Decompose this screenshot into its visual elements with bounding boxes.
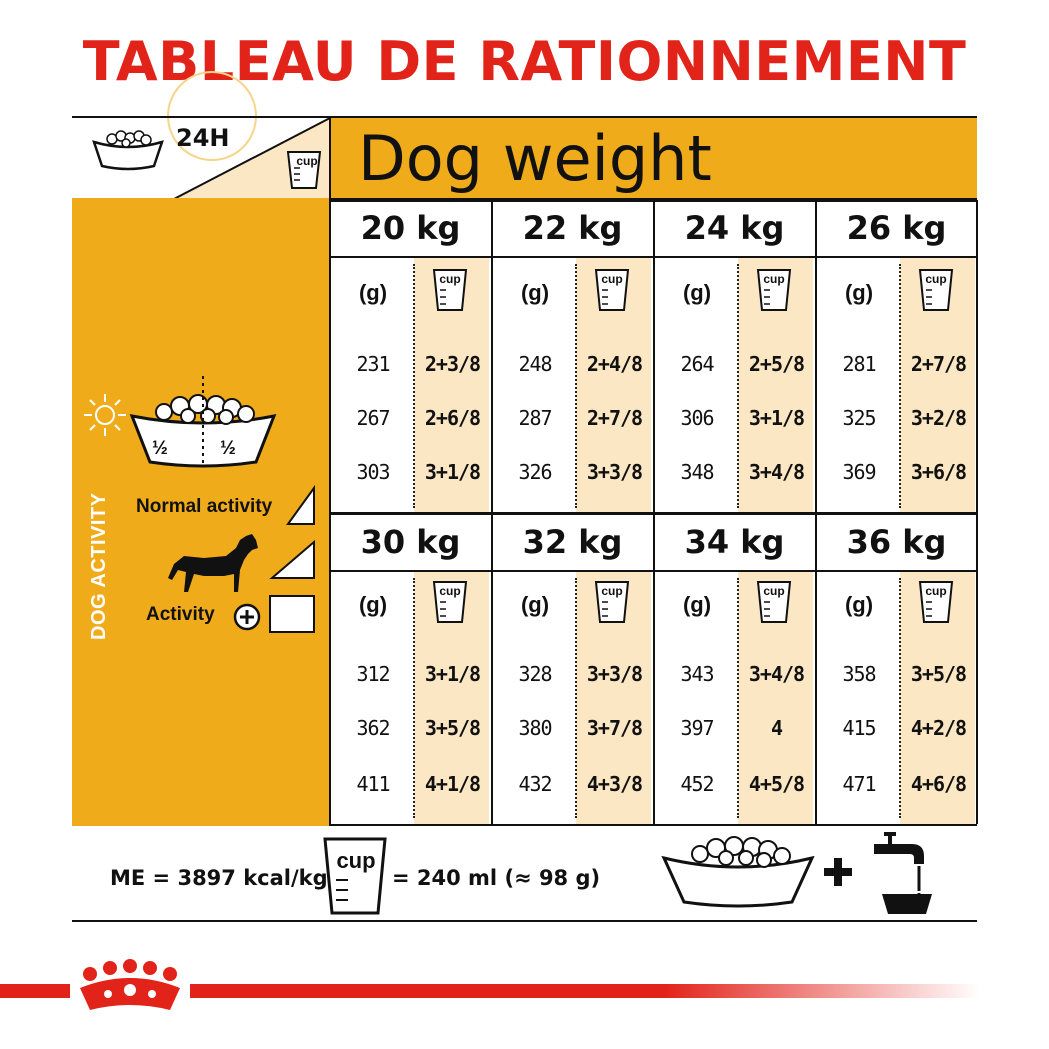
grams-value: 267 <box>356 406 390 430</box>
column-divider <box>413 578 415 818</box>
grams-value: 432 <box>518 772 552 796</box>
grid-line <box>491 200 493 824</box>
grams-value: 287 <box>518 406 552 430</box>
grams-value: 415 <box>842 716 876 740</box>
column-divider <box>737 578 739 818</box>
dog-activity-label: DOG ACTIVITY <box>88 492 110 640</box>
cups-value: 2+3/8 <box>424 352 481 376</box>
cup-column-label: cup <box>601 584 623 598</box>
cups-value: 4+2/8 <box>910 716 967 740</box>
cup-equivalence-label: = 240 ml (≈ 98 g) <box>392 866 601 890</box>
footer-cup-label: cup <box>336 848 376 873</box>
weight-header: 30 kg <box>360 523 461 561</box>
grams-value: 325 <box>842 406 876 430</box>
split-bowl-icon <box>128 372 278 468</box>
activity-level-wedges-icon <box>266 488 316 638</box>
cups-value: 2+6/8 <box>424 406 481 430</box>
grams-column-label: (g) <box>844 592 874 617</box>
cup-column-label: cup <box>925 272 947 286</box>
grid-line <box>976 200 978 824</box>
cups-value: 4+6/8 <box>910 772 967 796</box>
cups-value: 3+1/8 <box>424 460 481 484</box>
plus-icon <box>824 858 852 886</box>
grams-value: 343 <box>680 662 714 686</box>
column-divider <box>737 264 739 508</box>
cups-value: 4+1/8 <box>424 772 481 796</box>
activity-plus-label: Activity <box>146 604 215 625</box>
grams-value: 264 <box>680 352 714 376</box>
cup-column-label: cup <box>601 272 623 286</box>
weight-header: 24 kg <box>684 209 785 247</box>
period-label: 24H <box>176 124 230 152</box>
energy-label: ME = 3897 kcal/kg <box>110 866 328 890</box>
cups-value: 3+3/8 <box>586 460 643 484</box>
half-portion-left: ½ <box>152 438 168 459</box>
grams-value: 452 <box>680 772 714 796</box>
column-divider <box>899 264 901 508</box>
weight-header: 22 kg <box>522 209 623 247</box>
grid-line <box>815 200 817 824</box>
weight-header: 32 kg <box>522 523 623 561</box>
grams-column-label: (g) <box>358 280 388 305</box>
grams-value: 471 <box>842 772 876 796</box>
weight-header: 36 kg <box>846 523 947 561</box>
cups-value: 3+1/8 <box>748 406 805 430</box>
grams-value: 328 <box>518 662 552 686</box>
cup-column-label: cup <box>763 272 785 286</box>
cup-column-label: cup <box>439 272 461 286</box>
grams-value: 380 <box>518 716 552 740</box>
footer-bottom-rule <box>72 920 977 922</box>
cups-value: 3+6/8 <box>910 460 967 484</box>
top-rule <box>72 116 977 118</box>
cup-column-label: cup <box>925 584 947 598</box>
sun-icon <box>82 392 128 438</box>
weight-header: 34 kg <box>684 523 785 561</box>
column-divider <box>413 264 415 508</box>
grams-value: 231 <box>356 352 390 376</box>
moon-icon <box>284 390 314 430</box>
weight-header: 26 kg <box>846 209 947 247</box>
dog-silhouette-icon <box>160 530 260 602</box>
cups-value: 3+2/8 <box>910 406 967 430</box>
cups-value: 2+7/8 <box>910 352 967 376</box>
grams-value: 397 <box>680 716 714 740</box>
grams-column-label: (g) <box>520 592 550 617</box>
grams-column-label: (g) <box>682 592 712 617</box>
column-divider <box>899 578 901 818</box>
cups-value: 4 <box>770 716 783 740</box>
plus-circle-icon <box>232 602 262 632</box>
cups-value: 4+3/8 <box>586 772 643 796</box>
crown-logo-icon <box>74 960 186 1020</box>
water-tap-icon <box>872 830 936 918</box>
cups-value: 4+5/8 <box>748 772 805 796</box>
cups-value: 3+5/8 <box>910 662 967 686</box>
grams-value: 248 <box>518 352 552 376</box>
dog-weight-heading: Dog weight <box>358 122 712 195</box>
grams-value: 281 <box>842 352 876 376</box>
cups-value: 2+4/8 <box>586 352 643 376</box>
grams-value: 312 <box>356 662 390 686</box>
cups-value: 2+5/8 <box>748 352 805 376</box>
grid-line <box>329 118 331 826</box>
cups-value: 3+1/8 <box>424 662 481 686</box>
grams-value: 303 <box>356 460 390 484</box>
cup-icon-label: cup <box>296 154 318 168</box>
column-divider <box>575 264 577 508</box>
grams-column-label: (g) <box>520 280 550 305</box>
grams-value: 306 <box>680 406 714 430</box>
cups-value: 3+4/8 <box>748 460 805 484</box>
grams-value: 369 <box>842 460 876 484</box>
food-bowl-icon <box>660 836 816 908</box>
half-portion-right: ½ <box>220 438 236 459</box>
column-divider <box>575 578 577 818</box>
grams-value: 411 <box>356 772 390 796</box>
cups-value: 3+4/8 <box>748 662 805 686</box>
cup-column-label: cup <box>763 584 785 598</box>
grams-value: 362 <box>356 716 390 740</box>
page-title: TABLEAU DE RATIONNEMENT <box>82 30 967 93</box>
grams-column-label: (g) <box>682 280 712 305</box>
normal-activity-label: Normal activity <box>136 496 273 517</box>
grams-value: 358 <box>842 662 876 686</box>
grams-column-label: (g) <box>358 592 388 617</box>
grams-value: 326 <box>518 460 552 484</box>
grams-value: 348 <box>680 460 714 484</box>
bowl-icon <box>90 130 166 170</box>
cups-value: 3+7/8 <box>586 716 643 740</box>
brand-bar-right <box>190 984 980 998</box>
cups-value: 3+5/8 <box>424 716 481 740</box>
cups-value: 3+3/8 <box>586 662 643 686</box>
grams-column-label: (g) <box>844 280 874 305</box>
brand-bar-left <box>0 984 70 998</box>
grid-line <box>653 200 655 824</box>
cups-value: 2+7/8 <box>586 406 643 430</box>
weight-header: 20 kg <box>360 209 461 247</box>
cup-column-label: cup <box>439 584 461 598</box>
